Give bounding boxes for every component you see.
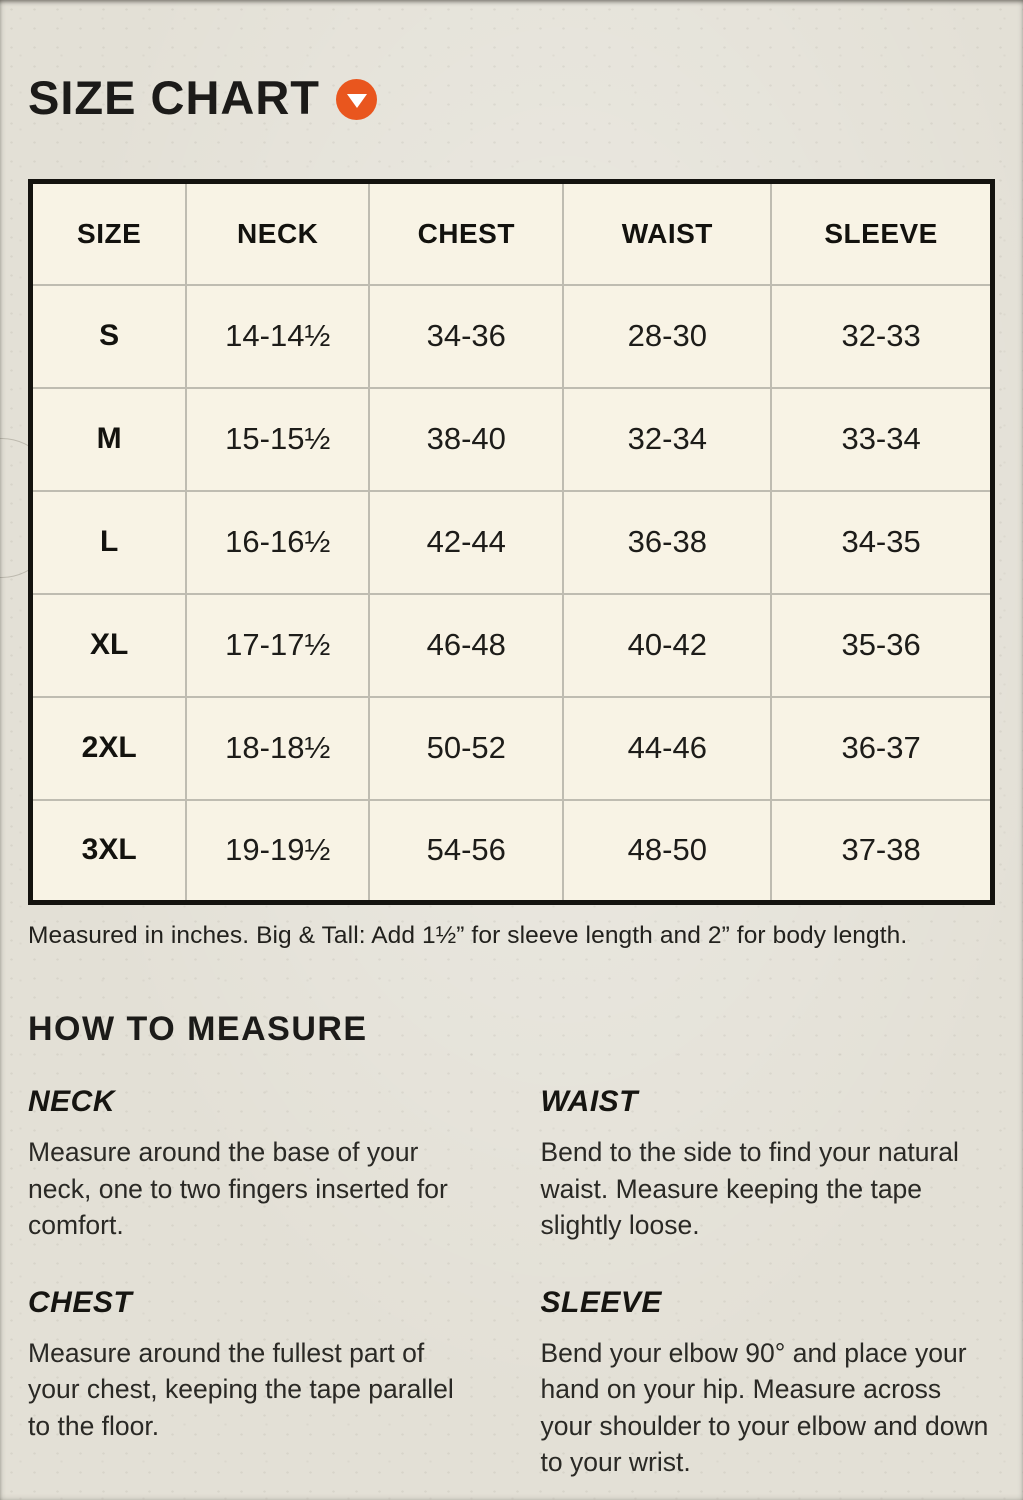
measure-section-label: CHEST (28, 1285, 133, 1319)
size-cell: XL (31, 594, 187, 697)
page-title: SIZE CHART (28, 71, 320, 124)
size-cell: M (31, 388, 187, 491)
measurement-cell: 38-40 (369, 388, 563, 491)
size-table (28, 179, 995, 905)
column-header-waist: WAIST (563, 182, 771, 285)
size-cell: S (31, 285, 187, 388)
measurement-cell: 34-36 (369, 285, 563, 388)
measurement-cell: 19-19½ (186, 800, 369, 903)
table-row (31, 800, 993, 903)
measurement-cell: 40-42 (563, 594, 771, 697)
measure-section-sleeve (541, 1286, 996, 1481)
table-footnote: Measured in inches. Big & Tall: Add 1½” for sleeve length and 2” for body length. (28, 922, 908, 949)
measurement-cell: 33-34 (771, 388, 992, 491)
size-cell: 2XL (31, 697, 187, 800)
measurement-cell: 42-44 (369, 491, 563, 594)
table-row (31, 491, 993, 594)
column-header-sleeve: SLEEVE (771, 182, 992, 285)
size-table-header (31, 182, 993, 285)
size-table-body (31, 285, 993, 903)
how-to-measure-heading: HOW TO MEASURE (28, 1010, 368, 1048)
size-cell: 3XL (31, 800, 187, 903)
measurement-cell: 14-14½ (186, 285, 369, 388)
measurement-cell: 44-46 (563, 697, 771, 800)
measure-section-text: Bend to the side to find your natural waist. Measure keeping the tape slightly loose. (540, 1137, 959, 1241)
measure-section-neck (28, 1085, 483, 1244)
measurement-cell: 18-18½ (186, 697, 369, 800)
measurement-cell: 36-38 (563, 491, 771, 594)
column-header-size: SIZE (31, 182, 187, 285)
measurement-cell: 37-38 (771, 800, 992, 903)
dropdown-toggle-badge[interactable] (336, 79, 377, 120)
measurement-cell: 32-34 (563, 388, 771, 491)
measurement-cell: 46-48 (369, 594, 563, 697)
measure-section-label: NECK (28, 1085, 116, 1118)
header-row (31, 182, 993, 285)
measure-section-text: Measure around the base of your neck, one to two fingers inserted for comfort. (28, 1137, 448, 1241)
table-row (31, 388, 993, 491)
measure-section-chest (28, 1286, 483, 1481)
size-cell: L (31, 491, 187, 594)
how-to-measure-grid (28, 1085, 995, 1481)
column-header-neck: NECK (186, 182, 369, 285)
table-row (31, 594, 993, 697)
measure-section-waist (541, 1085, 996, 1244)
measure-section-label: WAIST (540, 1085, 638, 1118)
measurement-cell: 54-56 (369, 800, 563, 903)
table-row (31, 697, 993, 800)
measure-section-label: SLEEVE (540, 1285, 662, 1319)
measure-section-text: Bend your elbow 90° and place your hand on your hip. Measure across your shoulder to your elbow and down to your wrist. (540, 1337, 989, 1478)
measurement-cell: 16-16½ (186, 491, 369, 594)
measurement-cell: 28-30 (563, 285, 771, 388)
measurement-cell: 36-37 (771, 697, 992, 800)
column-header-chest: CHEST (369, 182, 563, 285)
measurement-cell: 32-33 (771, 285, 992, 388)
measurement-cell: 50-52 (369, 697, 563, 800)
title-row (28, 0, 995, 125)
measurement-cell: 34-35 (771, 491, 992, 594)
measurement-cell: 48-50 (563, 800, 771, 903)
measurement-cell: 15-15½ (186, 388, 369, 491)
measure-section-text: Measure around the fullest part of your chest, keeping the tape parallel to the floor. (28, 1337, 454, 1441)
table-row (31, 285, 993, 388)
measurement-cell: 17-17½ (186, 594, 369, 697)
measurement-cell: 35-36 (771, 594, 992, 697)
triangle-down-icon (347, 94, 367, 108)
